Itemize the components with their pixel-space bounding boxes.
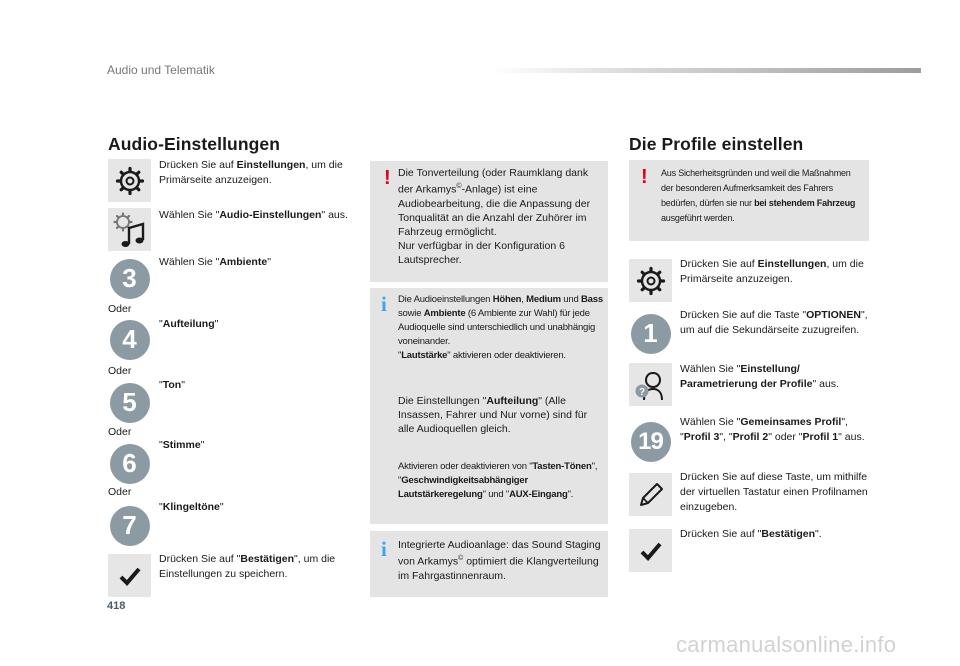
warning-exclamation-icon: ! <box>384 167 391 189</box>
step-audio-settings: Wählen Sie "Audio-Einstellungen" aus. <box>159 209 348 221</box>
step-stimme: "Stimme" <box>159 439 205 451</box>
section-title-audio: Audio-Einstellungen <box>108 134 281 154</box>
info-icon: i <box>381 537 387 561</box>
profile-settings-icon <box>629 363 672 406</box>
chapter-label: Audio und Telematik <box>107 63 215 77</box>
warning-note-sound-distribution: ! Die Tonverteilung (oder Raumklang dank der Arkamys©-Anlage) ist eine Audiobearbeitung, die die Anpassung der Tonqualität an die Anzahl der Zuhörer im Fahrzeug ermöglicht. Nur verfügbar in der Konfiguration 6 Lautsprecher. <box>370 161 608 282</box>
section-title-profiles: Die Profile einstellen <box>629 134 804 154</box>
pencil-edit-icon <box>629 473 672 516</box>
settings-gear-icon <box>108 159 151 202</box>
settings-gear-icon <box>629 259 672 302</box>
step-profile-settings: Wählen Sie "Einstellung/ Parametrierung der Profile" aus. <box>680 363 839 390</box>
oder-label: Oder <box>108 426 132 438</box>
page-number: 418 <box>107 600 126 612</box>
info-note-sound-staging: i Integrierte Audioanlage: das Sound Staging von Arkamys© optimiert die Klangverteilung im Fahrgastinnenraum. <box>370 531 608 597</box>
step-klingeltoene: "Klingeltöne" <box>159 501 224 513</box>
number-badge-6: 6 <box>108 442 151 485</box>
warning-exclamation-icon: ! <box>641 166 648 188</box>
confirm-check-icon <box>629 529 672 572</box>
info-icon: i <box>381 292 387 316</box>
step-confirm-profile: Drücken Sie auf "Bestätigen". <box>680 528 822 540</box>
step-ton: "Ton" <box>159 379 185 391</box>
step-open-settings: Drücken Sie auf Einstellungen, um die Primärseite anzuzeigen. <box>159 159 343 186</box>
step-enter-profile-name: Drücken Sie auf diese Taste, um mithilfe der virtuellen Tastatur einen Profilnamen einzugeben. <box>680 471 868 513</box>
confirm-check-icon <box>108 554 151 597</box>
svg-text:?: ? <box>638 386 645 398</box>
number-badge-3: 3 <box>108 257 151 300</box>
step-ambiente: Wählen Sie "Ambiente" <box>159 256 271 268</box>
number-badge-5: 5 <box>108 381 151 424</box>
oder-label: Oder <box>108 486 132 498</box>
number-badge-7: 7 <box>108 504 151 547</box>
number-badge-19: 19 <box>629 420 672 463</box>
oder-label: Oder <box>108 303 132 315</box>
step-confirm-save: Drücken Sie auf "Bestätigen", um die Einstellungen zu speichern. <box>159 553 336 580</box>
step-aufteilung: "Aufteilung" <box>159 318 219 330</box>
oder-label: Oder <box>108 365 132 377</box>
step-select-profile: Wählen Sie "Gemeinsames Profil", "Profil 3", "Profil 2" oder "Profil 1" aus. <box>680 416 865 443</box>
watermark-text: carmanualsonline.info <box>676 632 897 657</box>
header-gradient-bar <box>490 68 921 73</box>
info-note-audio-settings: i Die Audioeinstellungen Höhen, Medium und Bass sowie Ambiente (6 Ambiente zur Wahl) für jede Audioquelle sind unterschiedlich und unabhängig voneinander. "Lautstärke" aktivieren oder deaktivieren. Die Einstellungen "Aufteilung" (Alle Insassen, Fahrer und Nur vorne) sind für alle Audioquellen gleich. Aktivieren oder deaktivieren von "Tasten-Tönen", "Geschwindigkeitsabhängiger Lautstärkeregelung" und "AUX-Eingang". <box>370 288 608 524</box>
audio-settings-music-icon <box>108 208 151 251</box>
number-badge-1: 1 <box>629 312 672 355</box>
warning-note-safety: ! Aus Sicherheitsgründen und weil die Maßnahmen der besonderen Aufmerksamkeit des Fahrers bedürfen, dürfen sie nur bei stehendem Fahrzeug ausgeführt werden. <box>629 160 869 241</box>
number-badge-4: 4 <box>108 318 151 361</box>
step-open-settings-profile: Drücken Sie auf Einstellungen, um die Primärseite anzuzeigen. <box>680 258 864 285</box>
step-options: Drücken Sie auf die Taste "OPTIONEN", um auf die Sekundärseite zuzugreifen. <box>680 309 868 336</box>
